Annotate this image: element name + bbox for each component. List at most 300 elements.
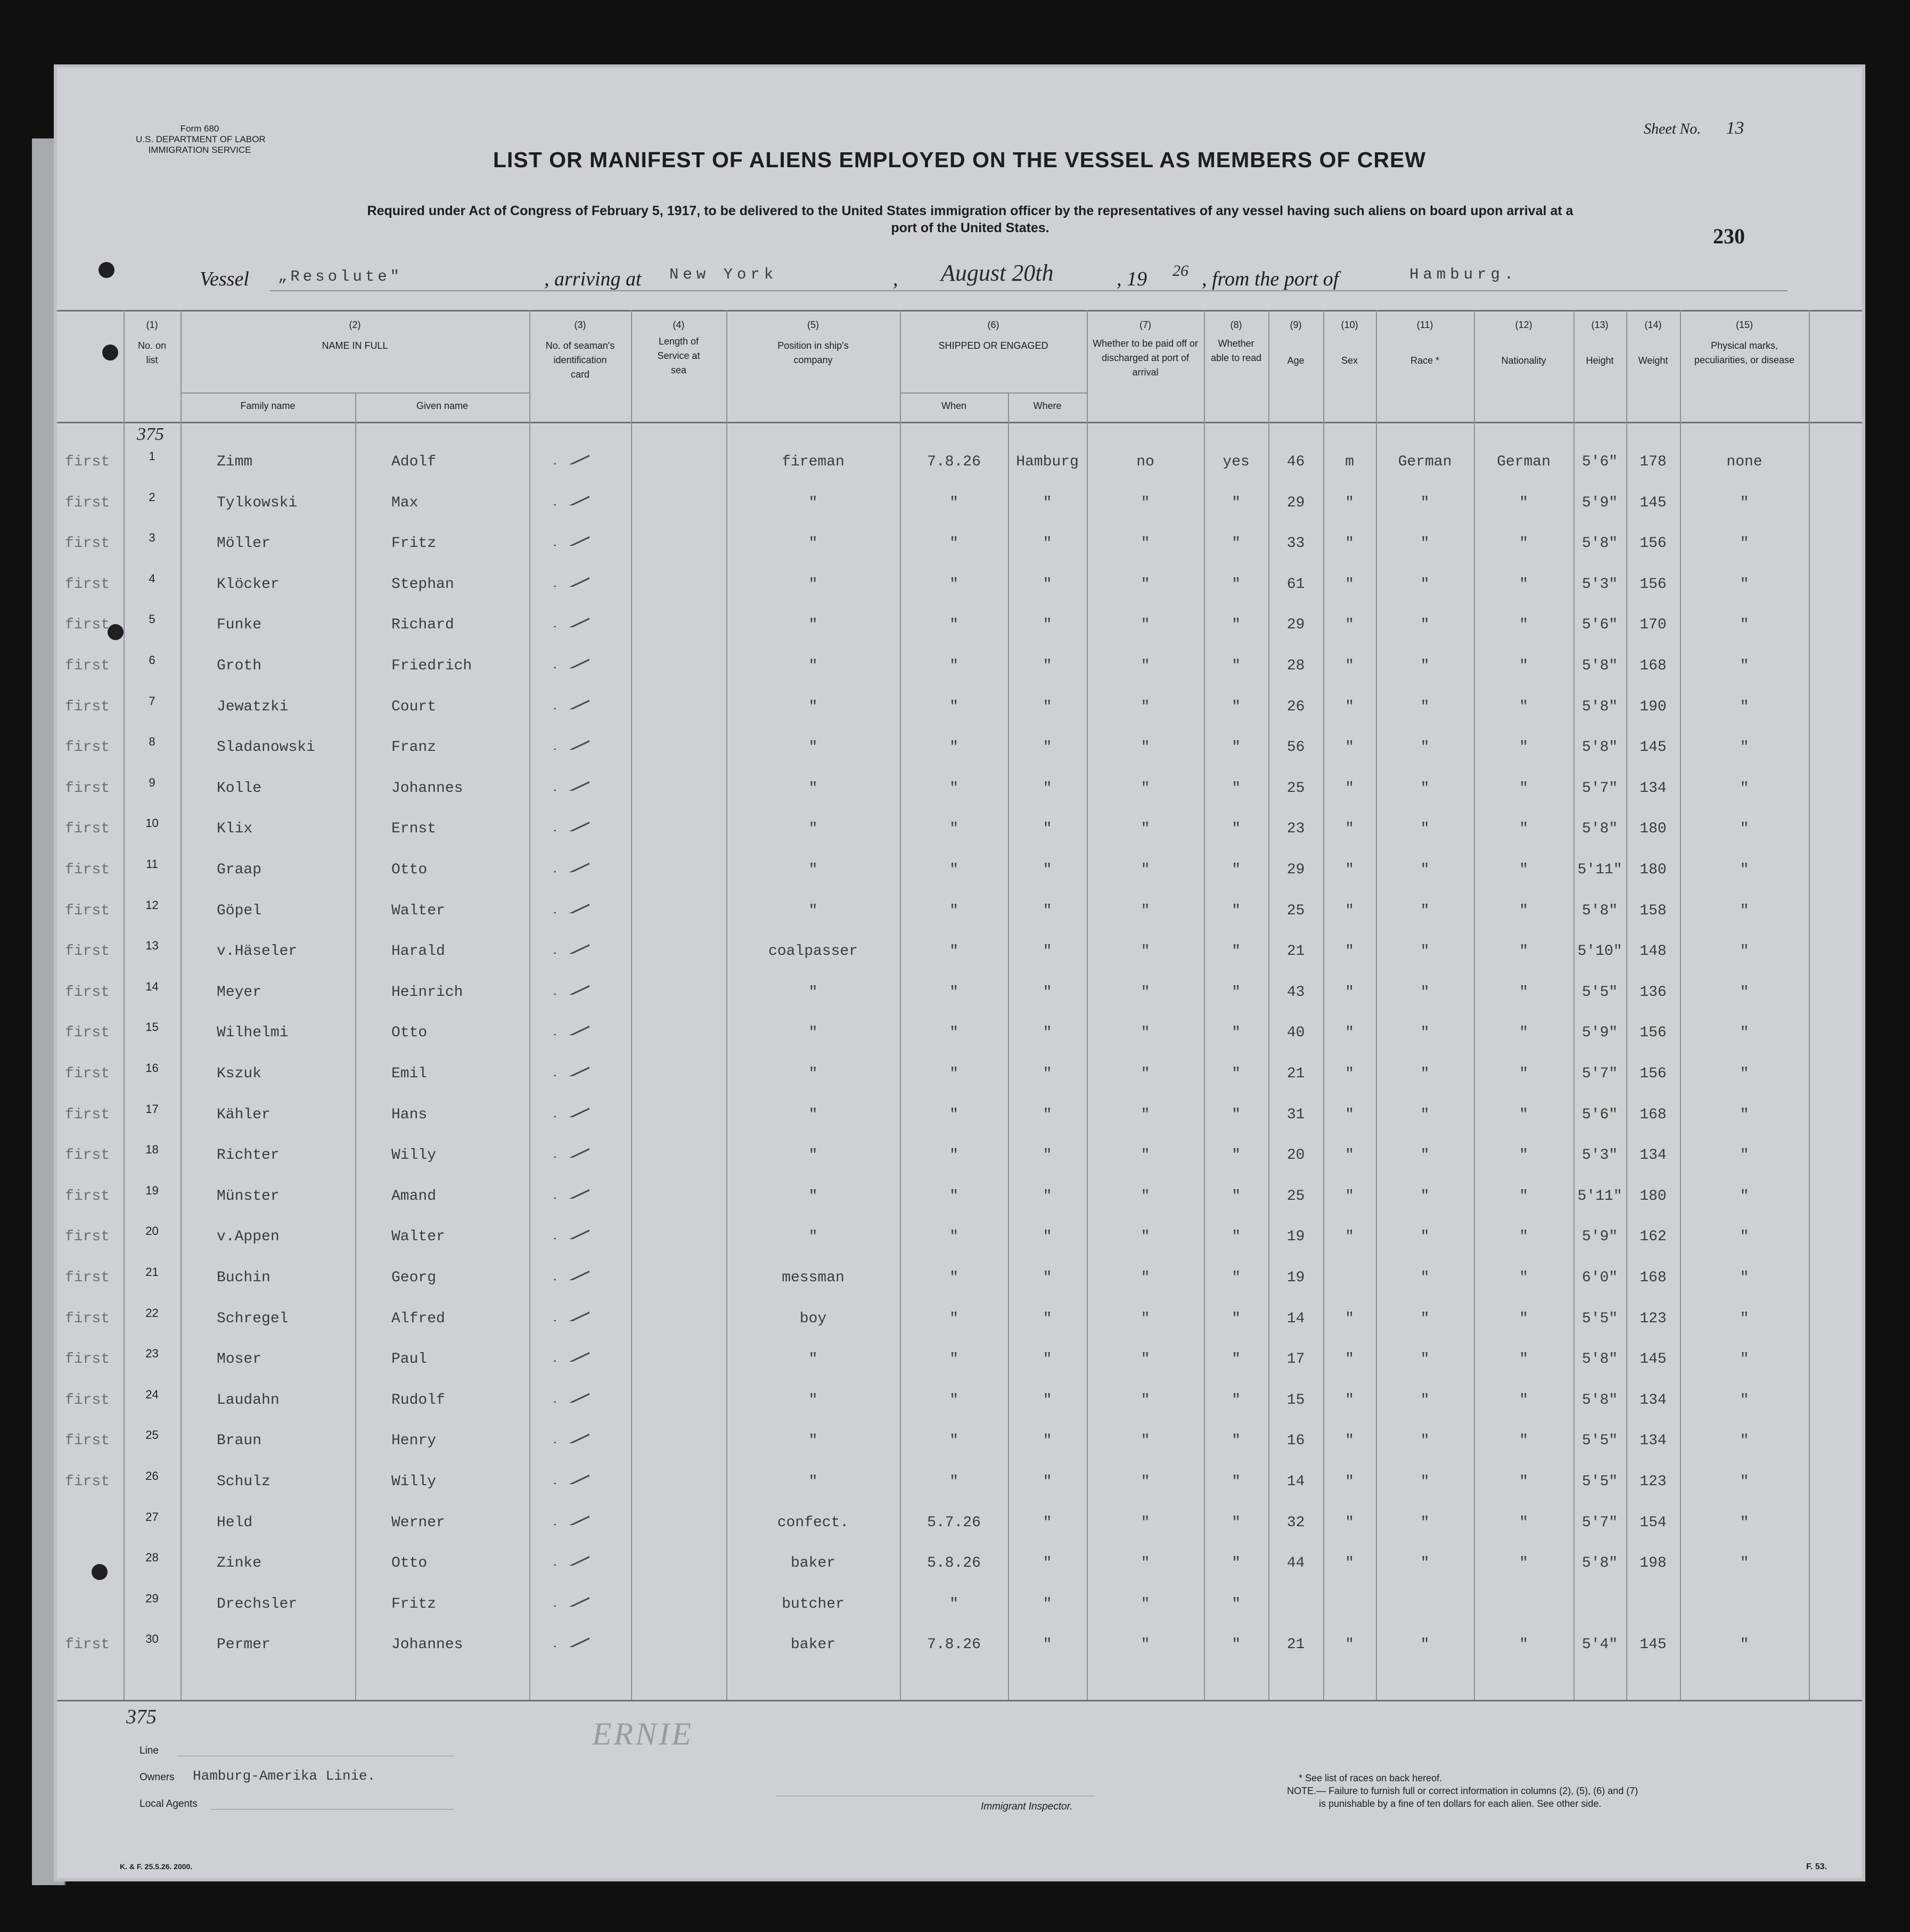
age: 31 <box>1286 1106 1305 1123</box>
row-number: 9 <box>149 775 155 789</box>
checkmark-icon <box>552 1101 589 1117</box>
nationality: " <box>1519 1310 1528 1327</box>
paid-off: " <box>1141 1351 1150 1368</box>
sex: " <box>1345 1391 1354 1409</box>
family-name: Sladanowski <box>217 739 315 756</box>
given-name: Walter <box>391 902 445 919</box>
row-prefix: first <box>65 943 110 960</box>
col-header-nationality: Nationality <box>1501 355 1546 366</box>
col-header-weight: Weight <box>1638 355 1668 366</box>
position: butcher <box>782 1595 845 1612</box>
age: 44 <box>1286 1555 1305 1572</box>
physical-marks: " <box>1740 698 1749 715</box>
row-prefix: first <box>65 1147 110 1164</box>
nationality: " <box>1519 617 1528 634</box>
age: 29 <box>1286 617 1305 634</box>
nationality: German <box>1497 454 1551 470</box>
checkmark-icon <box>552 1019 589 1035</box>
family-name: Zinke <box>217 1555 262 1572</box>
row-prefix: first <box>65 1025 110 1042</box>
physical-marks: " <box>1740 943 1749 960</box>
shipped-when: " <box>949 698 958 715</box>
physical-marks: none <box>1726 454 1763 470</box>
col-num-2: (2) <box>349 320 361 330</box>
position: " <box>808 739 818 756</box>
row-number: 26 <box>145 1469 159 1483</box>
family-name: Möller <box>217 535 270 552</box>
race: " <box>1420 617 1430 634</box>
weight: 148 <box>1640 943 1667 960</box>
paid-off: " <box>1141 1066 1150 1082</box>
row-prefix: first <box>65 1636 110 1653</box>
able-to-read: " <box>1232 617 1241 634</box>
row-number: 5 <box>149 612 155 626</box>
sex: " <box>1345 1473 1354 1490</box>
shipped-when: " <box>949 902 958 919</box>
family-name: Laudahn <box>217 1391 280 1409</box>
row-number: 1 <box>149 449 155 463</box>
position: " <box>808 494 818 511</box>
physical-marks: " <box>1740 984 1749 1001</box>
physical-marks: " <box>1740 1555 1749 1572</box>
able-to-read: " <box>1232 943 1241 960</box>
paid-off: no <box>1136 454 1154 470</box>
paid-off: " <box>1141 821 1150 838</box>
age: 19 <box>1286 1229 1305 1246</box>
family-name: Münster <box>217 1188 280 1205</box>
given-name: Otto <box>391 862 428 878</box>
weight: 190 <box>1640 698 1667 715</box>
weight: 180 <box>1640 862 1667 878</box>
given-name: Willy <box>391 1147 437 1164</box>
able-to-read: " <box>1232 1636 1241 1653</box>
sex: " <box>1345 902 1354 919</box>
position: " <box>808 1229 818 1246</box>
position: " <box>808 1473 818 1490</box>
shipped-where: " <box>1043 1066 1052 1082</box>
col-header-paid-off: Whether to be paid off or discharged at port of arrival <box>1093 338 1198 378</box>
nationality: " <box>1519 535 1528 552</box>
shipped-when: " <box>949 780 958 797</box>
arrival-port: New York <box>669 266 778 283</box>
row-prefix: first <box>65 1391 110 1409</box>
given-name: Johannes <box>391 780 463 797</box>
shipped-when: 7.8.26 <box>927 454 981 470</box>
able-to-read: yes <box>1223 454 1250 470</box>
position: " <box>808 902 818 919</box>
height: 6'0" <box>1581 1270 1618 1286</box>
nationality: " <box>1519 1514 1528 1531</box>
shipped-where: " <box>1043 780 1052 797</box>
checkmark-icon <box>552 1183 589 1199</box>
row-number: 2 <box>149 490 155 504</box>
shipped-where: " <box>1043 1391 1052 1409</box>
faint-stamp: ERNIE <box>592 1716 693 1751</box>
shipped-when: " <box>949 1229 958 1246</box>
paid-off: " <box>1141 658 1150 674</box>
physical-marks: " <box>1740 1270 1749 1286</box>
family-name: Funke <box>217 617 262 634</box>
from-label: , from the port of <box>1202 268 1339 290</box>
shipped-where: " <box>1043 1636 1052 1653</box>
weight: 168 <box>1640 658 1667 674</box>
able-to-read: " <box>1232 1106 1241 1123</box>
nationality: " <box>1519 1351 1528 1368</box>
weight: 158 <box>1640 902 1667 919</box>
able-to-read: " <box>1232 1229 1241 1246</box>
able-to-read: " <box>1232 535 1241 552</box>
race: " <box>1420 1432 1430 1450</box>
col-header-where: Where <box>1033 400 1062 411</box>
race: " <box>1420 1147 1430 1164</box>
able-to-read: " <box>1232 1025 1241 1042</box>
nationality: " <box>1519 1636 1528 1653</box>
col-header-age: Age <box>1287 355 1305 366</box>
given-name: Harald <box>391 943 445 960</box>
position: " <box>808 1106 818 1123</box>
age: 56 <box>1286 739 1305 756</box>
form-code: F. 53. <box>1806 1862 1827 1871</box>
age: 29 <box>1286 494 1305 511</box>
race: " <box>1420 1473 1430 1490</box>
manifest-sheet: Form 680 U.S. DEPARTMENT OF LABOR IMMIGRATION SERVICE Sheet No. 13 LIST OR MANIFEST OF ALIENS EMPLOYED ON THE VESSEL AS MEMBERS OF CREW Required under Act of Congress of February 5, 1917, to be delivered to the United States immigration officer by the representatives of any vessel having such aliens on board upon arrival at a port of the United States. 230 Vessel „Resolute" , arriving at New York , August 20th , 19 26 , from the port of Hamburg. (1) No. on list (2) NAME IN FULL Family name Given name (3) No. of seaman's identification card (4) Length of Service at sea (5) Position in ship's company (6) SHIPPED OR ENGAGED When Where (7) Whether to be paid off or discharged at port of arrival (8) Whether able to read (9) Age (10) Sex (11) Race * (12) Nationality (13) Height (14) Weight (15) Physical marks, peculiarities, or disease 375 first 1 Zimm Adolf fireman 7.8.26 Hamburg no yes 46 m German German 5'6" 178 none first 2 Tylkowski Max " " " " " 29 " " " 5'9" 145 " first 3 Möller Fritz " " " " " 33 " " " 5'8" 156 " first 4 Klöcker Stephan " " " " " 61 " " " 5'3" 156 " first 5 Funke Richard " " " " " 29 " " " 5'6" 170 " first 6 Groth Friedrich " " " " " 28 " " " 5'8" 168 " first 7 Jewatzki Court " " " " " 26 " " " 5'8" 190 " first 8 Sladanowski Franz " " " " " 56 " " " 5'8" 145 " first 9 Kolle Johannes " " " " " 25 " " " 5'7" 134 " first 10 Klix Ernst " " " " " 23 " " " 5'8" 180 " first 11 Graap Otto " " " " " 29 " " " 5'11" 180 " first 12 Göpel Walter " " " " " 25 " " " 5'8" 158 " first 13 v.Häseler Harald coalpasser " " " " 21 " " " 5'10" 148 " first 14 Meyer Heinrich " " " " " 43 " " " 5'5" 136 " first 15 Wilhelmi Otto " " " " " 40 " " " 5'9" 156 " first 16 Kszuk Emil " " " " " 21 " " " 5'7" 156 " first 17 Kähler Hans " " " " " 31 " " " 5'6" 168 " first 18 Richter Willy " " " " " 20 " " " 5'3" 134 " first 19 Münster Amand " " " " " 25 " " " 5'11" 180 " first 20 v.Appen Walter " " " " " 19 " " " 5'9" 162 " first 21 Buchin Georg messman " " " " 19 " " 6'0" 168 " first 22 Schregel Alfred boy " " " " 14 " " " 5'5" 123 " first 23 Moser Paul " " " " " 17 " " " 5'8" 145 " first 24 Laudahn Rudolf " " " " " 15 " " " 5'8" 134 " first 25 Braun Henry " " " " " 16 " " " 5'5" 134 " first 26 Schulz Willy " " " " " 14 " " " 5'5" 123 " 27 Held Werner confect. 5.7.26 " " " 32 " " " 5'7" 154 " 28 Zinke Otto baker 5.8.26 " " " 44 " " " 5'8" 198 " 29 Drechsler Fritz butcher " " " " first 30 Permer Johannes baker 7.8.26 " " " 21 " " " 5'4" 145 " ERNIE 375 Line Owners Hamburg-Amerika Linie. Local Agents Immigrant Inspector. * See list of races on back hereof. NOTE.— Failure to furnish full or correct information in columns (2), (5), (6) and (7) is punishable by a fine of ten dollars for each alien. See other side. K. & F. 25.5.26. 2000. F. 53. <box>57 68 1862 1878</box>
physical-marks: " <box>1740 1514 1749 1531</box>
row-number: 6 <box>149 653 155 667</box>
checkmark-icon <box>552 1060 589 1076</box>
physical-marks: " <box>1740 1147 1749 1164</box>
age: 28 <box>1286 658 1305 674</box>
race: " <box>1420 1025 1430 1042</box>
age: 43 <box>1286 984 1305 1001</box>
shipped-where: " <box>1043 739 1052 756</box>
shipped-when: " <box>949 1432 958 1450</box>
weight: 156 <box>1640 535 1667 552</box>
weight: 198 <box>1640 1555 1667 1572</box>
annotation-count-bottom: 375 <box>126 1706 157 1728</box>
age: 16 <box>1286 1432 1305 1450</box>
height: 5'8" <box>1581 1555 1618 1572</box>
position: " <box>808 698 818 715</box>
height: 5'7" <box>1581 1514 1618 1531</box>
sex: " <box>1345 780 1354 797</box>
race: " <box>1420 1270 1430 1286</box>
family-name: Kähler <box>217 1106 270 1123</box>
paid-off: " <box>1141 862 1150 878</box>
height: 5'5" <box>1581 984 1618 1001</box>
position: " <box>808 821 818 838</box>
race: " <box>1420 1351 1430 1368</box>
sex: " <box>1345 576 1354 593</box>
paid-off: " <box>1141 494 1150 511</box>
given-name: Fritz <box>391 1595 437 1612</box>
row-number: 18 <box>145 1143 159 1157</box>
race: " <box>1420 984 1430 1001</box>
given-name: Emil <box>391 1066 428 1082</box>
checkmark-icon <box>552 1305 589 1321</box>
given-name: Ernst <box>391 821 437 838</box>
paid-off: " <box>1141 1636 1150 1653</box>
col-header-read: Whether able to read <box>1210 338 1262 363</box>
given-name: Paul <box>391 1351 428 1368</box>
paid-off: " <box>1141 1229 1150 1246</box>
inspector-label: Immigrant Inspector. <box>981 1801 1073 1812</box>
row-prefix: first <box>65 1310 110 1327</box>
nationality: " <box>1519 494 1528 511</box>
position: fireman <box>782 454 845 470</box>
weight: 145 <box>1640 739 1667 756</box>
age: 25 <box>1286 1188 1305 1205</box>
checkmark-icon <box>552 897 589 913</box>
checkmark-icon <box>552 611 589 627</box>
shipped-where: " <box>1043 821 1052 838</box>
printer-code: K. & F. 25.5.26. 2000. <box>120 1862 193 1871</box>
height: 5'7" <box>1581 780 1618 797</box>
height: 5'9" <box>1581 1229 1618 1246</box>
family-name: Buchin <box>217 1270 270 1286</box>
nationality: " <box>1519 780 1528 797</box>
row-prefix: first <box>65 535 110 552</box>
shipped-where: " <box>1043 617 1052 634</box>
punch-hole <box>99 262 114 278</box>
race: " <box>1420 1514 1430 1531</box>
col-header-race: Race * <box>1410 355 1440 366</box>
paid-off: " <box>1141 984 1150 1001</box>
col-header-name: NAME IN FULL <box>322 340 388 351</box>
able-to-read: " <box>1232 1310 1241 1327</box>
row-prefix: first <box>65 862 110 878</box>
arriving-label: , arriving at <box>544 268 642 290</box>
col-num-11: (11) <box>1416 320 1433 330</box>
row-number: 16 <box>145 1061 159 1075</box>
race: " <box>1420 1229 1430 1246</box>
family-name: Wilhelmi <box>217 1025 289 1042</box>
physical-marks: " <box>1740 1310 1749 1327</box>
shipped-where: " <box>1043 1025 1052 1042</box>
family-name: v.Häseler <box>217 943 298 960</box>
col-num-6: (6) <box>987 320 999 330</box>
able-to-read: " <box>1232 1188 1241 1205</box>
weight: 136 <box>1640 984 1667 1001</box>
able-to-read: " <box>1232 658 1241 674</box>
col-num-3: (3) <box>574 320 586 330</box>
height: 5'8" <box>1581 1351 1618 1368</box>
checkmark-icon <box>552 1264 589 1280</box>
height: 5'9" <box>1581 494 1618 511</box>
departure-port: Hamburg. <box>1409 266 1518 283</box>
row-number: 24 <box>145 1387 159 1401</box>
row-number: 17 <box>145 1102 159 1116</box>
shipped-where: " <box>1043 1106 1052 1123</box>
checkmark-icon <box>552 571 589 587</box>
physical-marks: " <box>1740 1066 1749 1082</box>
row-number: 23 <box>145 1347 159 1361</box>
race: " <box>1420 535 1430 552</box>
physical-marks: " <box>1740 535 1749 552</box>
weight: 123 <box>1640 1473 1667 1490</box>
sheet-label: Sheet No. <box>1644 121 1701 137</box>
col-num-9: (9) <box>1290 320 1302 330</box>
row-number: 29 <box>145 1591 159 1605</box>
race: " <box>1420 1106 1430 1123</box>
row-prefix: first <box>65 780 110 797</box>
checkmark-icon <box>552 1223 589 1239</box>
checkmark-icon <box>552 448 589 464</box>
checkmark-icon <box>552 1631 589 1647</box>
race: " <box>1420 698 1430 715</box>
row-prefix: first <box>65 821 110 838</box>
shipped-where: " <box>1043 1147 1052 1164</box>
shipped-when: " <box>949 862 958 878</box>
paid-off: " <box>1141 1432 1150 1450</box>
age: 17 <box>1286 1351 1305 1368</box>
position: " <box>808 780 818 797</box>
able-to-read: " <box>1232 1147 1241 1164</box>
age: 40 <box>1286 1025 1305 1042</box>
family-name: Zimm <box>217 454 253 470</box>
physical-marks: " <box>1740 576 1749 593</box>
weight: 154 <box>1640 1514 1667 1531</box>
agents-label: Local Agents <box>140 1798 198 1810</box>
checkmark-icon <box>552 1468 589 1484</box>
age: 33 <box>1286 535 1305 552</box>
family-name: Held <box>217 1514 253 1531</box>
row-number: 19 <box>145 1183 159 1197</box>
shipped-where: " <box>1043 1595 1052 1612</box>
row-prefix: first <box>65 984 110 1001</box>
age: 23 <box>1286 821 1305 838</box>
age: 26 <box>1286 698 1305 715</box>
able-to-read: " <box>1232 1595 1241 1612</box>
height: 5'7" <box>1581 1066 1618 1082</box>
age: 21 <box>1286 1066 1305 1082</box>
shipped-when: " <box>949 576 958 593</box>
height: 5'5" <box>1581 1473 1618 1490</box>
row-prefix: first <box>65 1106 110 1123</box>
checkmark-icon <box>552 530 589 546</box>
col-num-14: (14) <box>1644 320 1662 330</box>
checkmark-icon <box>552 489 589 505</box>
owners-label: Owners <box>140 1772 175 1783</box>
able-to-read: " <box>1232 1270 1241 1286</box>
position: " <box>808 576 818 593</box>
given-name: Georg <box>391 1270 437 1286</box>
able-to-read: " <box>1232 821 1241 838</box>
paid-off: " <box>1141 535 1150 552</box>
sex: " <box>1345 535 1354 552</box>
height: 5'8" <box>1581 658 1618 674</box>
row-number: 15 <box>145 1020 159 1034</box>
race: " <box>1420 1555 1430 1572</box>
shipped-when: " <box>949 1391 958 1409</box>
shipped-where: " <box>1043 902 1052 919</box>
able-to-read: " <box>1232 862 1241 878</box>
nationality: " <box>1519 739 1528 756</box>
shipped-when: " <box>949 658 958 674</box>
age: 14 <box>1286 1310 1305 1327</box>
sex: " <box>1345 862 1354 878</box>
page-title: LIST OR MANIFEST OF ALIENS EMPLOYED ON THE VESSEL AS MEMBERS OF CREW <box>493 148 1427 172</box>
age: 19 <box>1286 1270 1305 1286</box>
row-prefix: first <box>65 902 110 919</box>
sex: " <box>1345 1066 1354 1082</box>
row-prefix: first <box>65 1270 110 1286</box>
weight: 134 <box>1640 1391 1667 1409</box>
position: " <box>808 1025 818 1042</box>
row-number: 13 <box>145 939 159 953</box>
paid-off: " <box>1141 1106 1150 1123</box>
race: " <box>1420 943 1430 960</box>
height: 5'6" <box>1581 1106 1618 1123</box>
shipped-where: " <box>1043 535 1052 552</box>
able-to-read: " <box>1232 902 1241 919</box>
col-header-list-no: No. on list <box>137 340 167 365</box>
position: " <box>808 658 818 674</box>
weight: 168 <box>1640 1270 1667 1286</box>
shipped-when: " <box>949 617 958 634</box>
position: messman <box>782 1270 845 1286</box>
checkmark-icon <box>552 775 589 791</box>
position: " <box>808 1391 818 1409</box>
checkmark-icon <box>552 734 589 750</box>
col-header-family: Family name <box>240 400 296 411</box>
shipped-where: " <box>1043 576 1052 593</box>
physical-marks: " <box>1740 780 1749 797</box>
checkmark-icon <box>552 938 589 954</box>
height: 5'5" <box>1581 1432 1618 1450</box>
sex: " <box>1345 943 1354 960</box>
age: 21 <box>1286 1636 1305 1653</box>
weight: 178 <box>1640 454 1667 470</box>
shipped-when: 5.7.26 <box>927 1514 981 1531</box>
height: 5'9" <box>1581 1025 1618 1042</box>
shipped-when: " <box>949 1106 958 1123</box>
nationality: " <box>1519 1391 1528 1409</box>
punch-hole <box>102 345 118 361</box>
physical-marks: " <box>1740 1473 1749 1490</box>
row-number: 20 <box>145 1224 159 1238</box>
family-name: Kszuk <box>217 1066 262 1082</box>
nationality: " <box>1519 1270 1528 1286</box>
weight: 145 <box>1640 1351 1667 1368</box>
col-num-13: (13) <box>1591 320 1609 330</box>
family-name: Moser <box>217 1351 262 1368</box>
given-name: Johannes <box>391 1636 463 1653</box>
sex: " <box>1345 984 1354 1001</box>
family-name: Schulz <box>217 1473 270 1490</box>
able-to-read: " <box>1232 1066 1241 1082</box>
checkmark-icon <box>552 1387 589 1403</box>
nationality: " <box>1519 1106 1528 1123</box>
service-name: IMMIGRATION SERVICE <box>148 145 251 155</box>
age: 21 <box>1286 943 1305 960</box>
height: 5'6" <box>1581 617 1618 634</box>
paid-off: " <box>1141 1270 1150 1286</box>
height: 5'3" <box>1581 1147 1618 1164</box>
race: " <box>1420 1391 1430 1409</box>
age: 25 <box>1286 780 1305 797</box>
age: 14 <box>1286 1473 1305 1490</box>
paid-off: " <box>1141 1595 1150 1612</box>
department-name: U.S. DEPARTMENT OF LABOR <box>136 134 266 144</box>
shipped-when: " <box>949 1188 958 1205</box>
shipped-when: " <box>949 535 958 552</box>
position: " <box>808 617 818 634</box>
position: " <box>808 862 818 878</box>
sex: " <box>1345 1514 1354 1531</box>
weight: 162 <box>1640 1229 1667 1246</box>
family-name: Drechsler <box>217 1595 298 1612</box>
height: 5'8" <box>1581 902 1618 919</box>
